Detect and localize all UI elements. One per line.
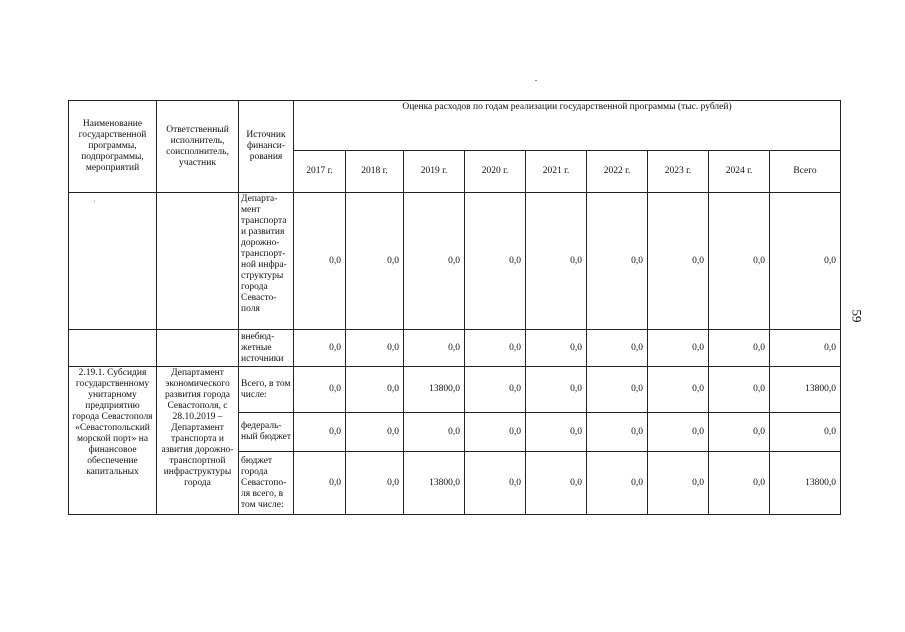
source-cell: Всего, в том числе:	[239, 367, 294, 413]
year-header: 2018 г.	[346, 151, 404, 193]
value-cell: 0,0	[770, 413, 841, 452]
value-cell: 0,0	[404, 193, 465, 330]
empty-name-cell	[69, 193, 157, 330]
value-cell: 0,0	[709, 330, 770, 367]
year-header: 2024 г.	[709, 151, 770, 193]
value-cell: 0,0	[526, 452, 587, 515]
value-cell: 13800,0	[770, 367, 841, 413]
empty-responsible-cell	[157, 330, 239, 367]
value-cell: 13800,0	[404, 367, 465, 413]
empty-name-cell	[69, 330, 157, 367]
value-cell: 0,0	[465, 413, 526, 452]
value-cell: 0,0	[709, 367, 770, 413]
header-estimate: Оценка расходов по годам реализации государственной программы (тыс. рублей)	[294, 101, 841, 151]
measure-name: 2.19.1. Субсидия государственному унитарному предприятию города Севастополя «Севастопольский морской порт» на финансовое обеспечение капитальных	[69, 367, 157, 515]
header-responsible: Ответственный исполнитель, соисполнитель, участник	[157, 101, 239, 193]
value-cell: 13800,0	[770, 452, 841, 515]
year-header: 2017 г.	[294, 151, 346, 193]
value-cell: 0,0	[770, 193, 841, 330]
value-cell: 0,0	[587, 367, 648, 413]
value-cell: 0,0	[587, 413, 648, 452]
measure-responsible: Департамент экономического развития города Севастополя, с 28.10.2019 – Департамент транспорта и азвития дорожно-транспортной инфраструктуры города	[157, 367, 239, 515]
page-number: 59	[849, 309, 865, 323]
budget-table	[68, 100, 841, 515]
value-cell: 0,0	[346, 367, 404, 413]
value-cell: 0,0	[770, 330, 841, 367]
value-cell: 0,0	[648, 452, 709, 515]
source-cell: внебюд-жетные источники	[239, 330, 294, 367]
value-cell: 0,0	[294, 330, 346, 367]
header-source: Источник финанси-рования	[239, 101, 294, 193]
value-cell: 0,0	[465, 193, 526, 330]
source-cell: Департа-мент транспорта и развития дорожно-транспорт-ной инфра-структуры города Севасто-поля	[239, 193, 294, 330]
total-header: Всего	[770, 151, 841, 193]
stray-mark: ·	[93, 197, 96, 206]
value-cell: 0,0	[709, 413, 770, 452]
year-header: 2019 г.	[404, 151, 465, 193]
value-cell: 0,0	[346, 452, 404, 515]
value-cell: 0,0	[587, 330, 648, 367]
value-cell: 0,0	[526, 367, 587, 413]
empty-responsible-cell	[157, 193, 239, 330]
header-name: Наименование государственной программы, подпрограммы, мероприятий	[69, 101, 157, 193]
value-cell: 0,0	[294, 193, 346, 330]
value-cell: 0,0	[648, 413, 709, 452]
value-cell: 0,0	[526, 330, 587, 367]
value-cell: 0,0	[404, 413, 465, 452]
year-header: 2022 г.	[587, 151, 648, 193]
value-cell: 0,0	[465, 452, 526, 515]
table-row	[69, 193, 841, 330]
value-cell: 0,0	[648, 193, 709, 330]
value-cell: 0,0	[587, 452, 648, 515]
value-cell: 0,0	[404, 330, 465, 367]
value-cell: 0,0	[294, 452, 346, 515]
header-row-1	[69, 101, 841, 151]
value-cell: 0,0	[294, 367, 346, 413]
year-header: 2020 г.	[465, 151, 526, 193]
value-cell: 0,0	[587, 193, 648, 330]
value-cell: 0,0	[648, 330, 709, 367]
source-cell: федераль-ный бюджет	[239, 413, 294, 452]
table-row	[69, 367, 841, 413]
value-cell: 0,0	[709, 193, 770, 330]
value-cell: 0,0	[346, 330, 404, 367]
value-cell: 0,0	[709, 452, 770, 515]
value-cell: 0,0	[465, 367, 526, 413]
value-cell: 0,0	[346, 413, 404, 452]
year-header: 2023 г.	[648, 151, 709, 193]
year-header: 2021 г.	[526, 151, 587, 193]
value-cell: 0,0	[346, 193, 404, 330]
value-cell: 0,0	[526, 193, 587, 330]
value-cell: 0,0	[465, 330, 526, 367]
scan-speck	[535, 80, 537, 81]
value-cell: 0,0	[526, 413, 587, 452]
source-cell: бюджет города Севастопо-ля всего, в том числе:	[239, 452, 294, 515]
table-row	[69, 330, 841, 367]
value-cell: 13800,0	[404, 452, 465, 515]
value-cell: 0,0	[294, 413, 346, 452]
value-cell: 0,0	[648, 367, 709, 413]
